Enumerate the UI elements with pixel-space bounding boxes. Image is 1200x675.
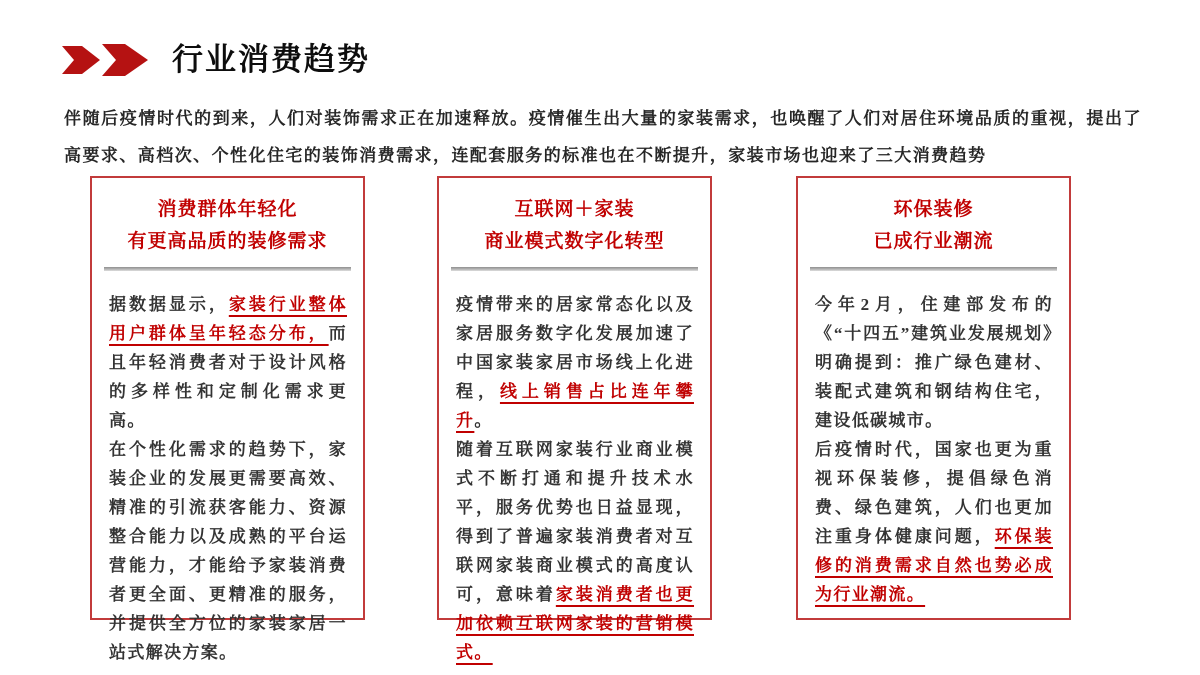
double-chevron-icon [62, 44, 150, 76]
card-title [798, 194, 1069, 258]
card-paragraph [109, 435, 347, 667]
trend-card [796, 176, 1071, 620]
highlighted-text: 线上销售占比连年攀升 [456, 382, 694, 430]
card-body [109, 290, 347, 667]
body-text: 后疫情时代，国家也更为重视环保装修，提倡绿色消费、绿色建筑，人们也更加注重身体健康问题， [815, 440, 1053, 546]
card-paragraph [815, 290, 1053, 435]
trend-card [90, 176, 365, 662]
card-paragraph [456, 290, 694, 435]
trend-card [437, 176, 712, 662]
slide-header [62, 42, 370, 78]
card-title-line2: 有更高品质的装修需求 [127, 231, 328, 252]
highlighted-text: 家装消费者也更加依赖互联网家装的营销模式。 [456, 585, 695, 662]
page-title: 行业消费趋势 [172, 42, 370, 77]
highlighted-text: 家装行业整体用户群体呈年轻态分布， [109, 295, 347, 343]
intro-text: 伴随后疫情时代的到来，人们对装饰需求正在加速释放。疫情催生出大量的家装需求，也唤醒了人们对居住环境品质的重视，提出了高要求、高档次、个性化住宅的装饰消费需求，连配套服务的标准也在不断提升，家装市场也迎来了三大消费趋势 [64, 109, 1142, 165]
card-title-line2: 已成行业潮流 [873, 231, 994, 252]
card-divider [104, 267, 351, 271]
body-text: 疫情带来的居家常态化以及家居服务数字化发展加速了中国家装家居市场线上化进程， [456, 295, 694, 401]
highlighted-text: 环保装修的消费需求自然也势必成为行业潮流。 [815, 527, 1053, 604]
body-text: 。 [474, 411, 493, 430]
card-body [456, 290, 694, 667]
card-paragraph [109, 290, 347, 435]
card-paragraph [456, 435, 694, 667]
card-divider [451, 267, 698, 271]
card-title-line1: 环保装修 [893, 199, 974, 220]
body-text: 而且年轻消费者对于设计风格的多样性和定制化需求更高。 [109, 324, 347, 430]
trend-cards [0, 176, 1200, 662]
card-title [92, 194, 363, 258]
body-text: 在个性化需求的趋势下，家装企业的发展更需要高效、精准的引流获客能力、资源整合能力以及成熟的平台运营能力，才能给予家装消费者更全面、更精准的服务，并提供全方位的家装家居一站式解决方案。 [109, 440, 347, 662]
card-title [439, 194, 710, 258]
body-text: 据数据显示， [109, 295, 229, 314]
card-title-line1: 消费群体年轻化 [157, 199, 298, 220]
card-paragraph [815, 435, 1053, 609]
card-body [815, 290, 1053, 609]
card-title-line2: 商业模式数字化转型 [484, 231, 665, 252]
card-divider [810, 267, 1057, 271]
card-title-line1: 互联网＋家装 [514, 199, 635, 220]
body-text: 今年2月，住建部发布的《“十四五”建筑业发展规划》明确提到：推广绿色建材、装配式建筑和钢结构住宅，建设低碳城市。 [815, 295, 1053, 430]
body-text: 随着互联网家装行业商业模式不断打通和提升技术水平，服务优势也日益显现，得到了普遍家装消费者对互联网家装商业模式的高度认可，意味着 [456, 440, 694, 604]
